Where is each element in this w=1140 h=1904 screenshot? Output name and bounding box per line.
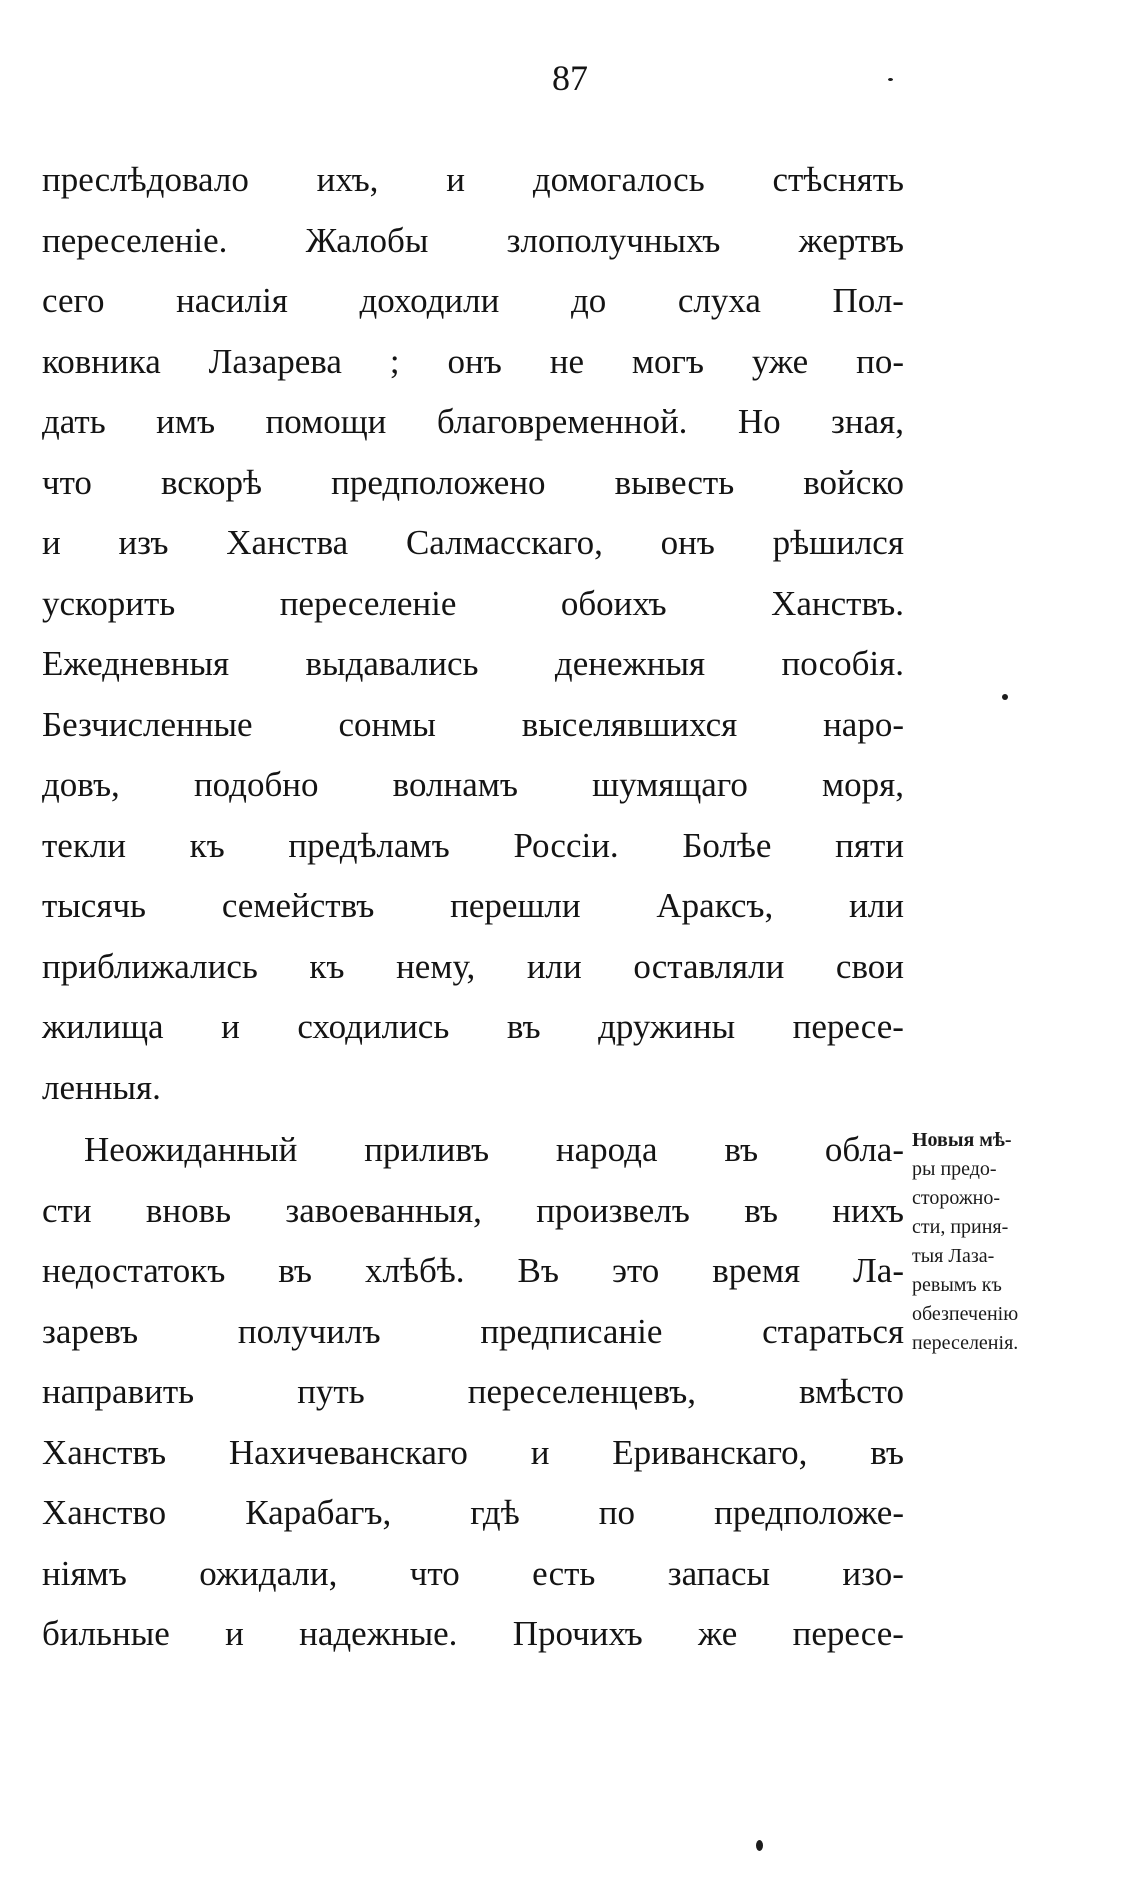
text-line: довъ, подобно волнамъ шумящаго моря, [42, 765, 904, 804]
text-line: Безчисленные сонмы выселявшихся наро- [42, 704, 904, 744]
text-line: сти вновь завоеванныя, произвелъ въ нихъ [42, 1190, 904, 1230]
text-line: Ежедневныя выдавались денежныя пособія. [42, 644, 904, 683]
text-line: ковника Лазарева ; онъ не могъ уже по- [42, 341, 904, 381]
margin-note-line: сторожно- [912, 1187, 1001, 1209]
ink-speck [888, 78, 893, 81]
text-line: ленныя. [42, 1067, 161, 1107]
text-line: Ханствъ Нахичеванскаго и Ериванскаго, въ [42, 1432, 904, 1472]
margin-note-line: ревымъ къ [912, 1274, 1002, 1296]
ink-speck [756, 1840, 763, 1851]
text-line: недостатокъ въ хлѣбѣ. Въ это время Ла- [42, 1251, 904, 1290]
margin-note-line: тыя Лаза- [912, 1245, 995, 1267]
text-line: ніямъ ожидали, что есть запасы изо- [42, 1553, 904, 1593]
text-line: и изъ Ханства Салмасскаго, онъ рѣшился [42, 523, 904, 562]
margin-note-line: сти, приня- [912, 1216, 1009, 1238]
text-line: сего насилія доходили до слуха Пол- [42, 281, 904, 320]
text-line: жилища и сходились въ дружины пересе- [42, 1007, 904, 1046]
paragraph-2 [42, 1120, 904, 1665]
ink-speck [1002, 694, 1008, 700]
text-line: преслѣдовало ихъ, и домогалось стѣснять [42, 160, 904, 199]
margin-note-line: переселенія. [912, 1332, 1019, 1354]
text-line: ускорить переселеніе обоихъ Ханствъ. [42, 583, 904, 623]
text-line: заревъ получилъ предписаніе стараться [42, 1311, 904, 1351]
text-line: Неожиданный приливъ народа въ обла- [84, 1130, 904, 1169]
margin-note [912, 1126, 1092, 1358]
text-line: тысячь семействъ перешли Араксъ, или [42, 886, 904, 925]
text-line: направить путь переселенцевъ, вмѣсто [42, 1372, 904, 1411]
text-line: что вскорѣ предположено вывесть войско [42, 462, 904, 502]
margin-note-line: Новыя мѣ- [912, 1129, 1012, 1151]
text-line: переселеніе. Жалобы злополучныхъ жертвъ [42, 220, 904, 260]
margin-note-line: обезпеченію [912, 1303, 1019, 1325]
text-line: приближались къ нему, или оставляли свои [42, 946, 904, 986]
margin-note-line: ры предо- [912, 1158, 997, 1180]
text-line: дать имъ помощи благовременной. Но зная, [42, 402, 904, 441]
text-line: бильные и надежные. Прочихъ же пересе- [42, 1614, 904, 1653]
text-line: текли къ предѣламъ Россіи. Болѣе пяти [42, 825, 904, 865]
page-number: 87 [552, 58, 588, 98]
text-line: Ханство Карабагъ, гдѣ по предположе- [42, 1493, 904, 1532]
paragraph-1 [42, 150, 904, 1118]
